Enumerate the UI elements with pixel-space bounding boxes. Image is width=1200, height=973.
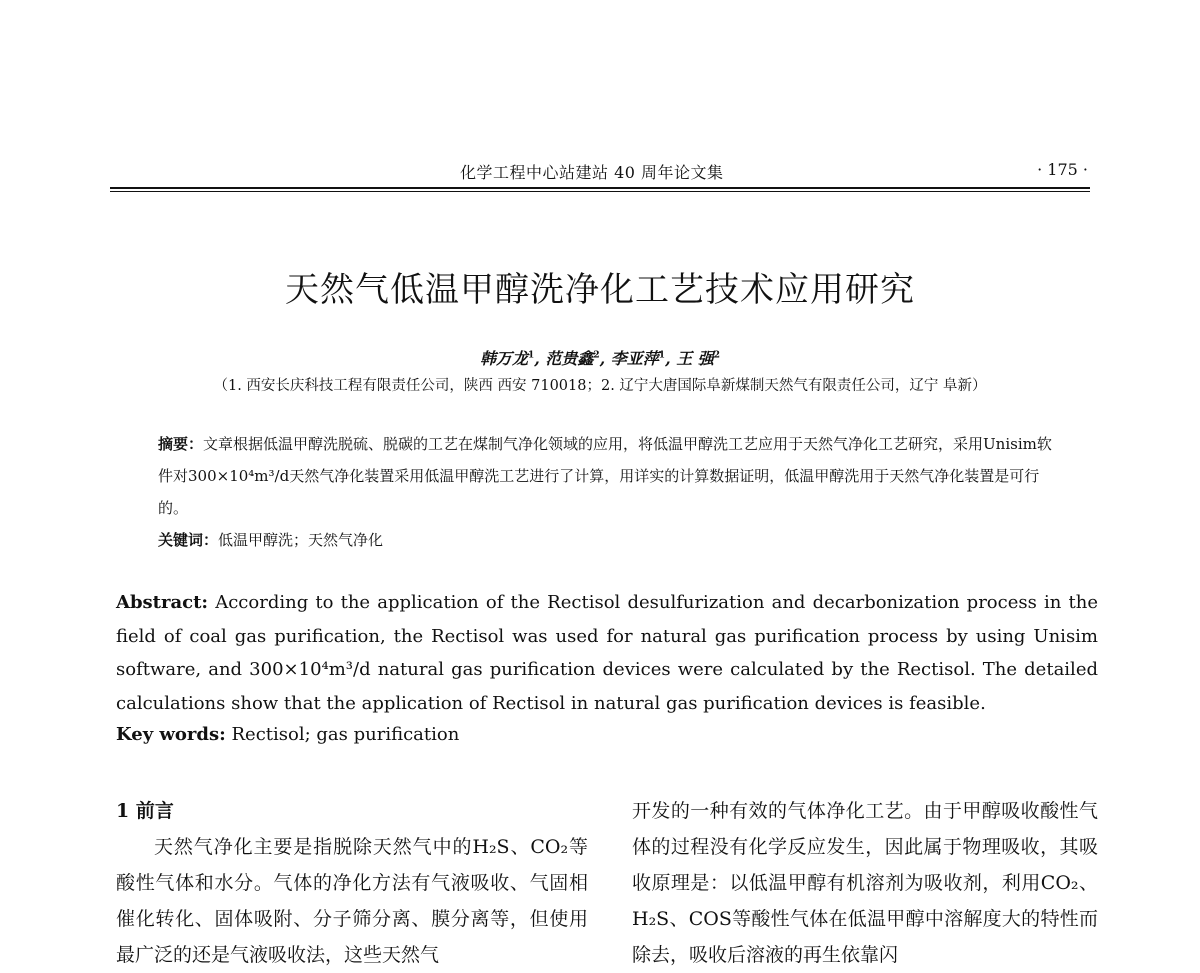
author-affil-mark: 2 bbox=[593, 350, 600, 361]
header-rule bbox=[110, 187, 1090, 189]
body-paragraph: 天然气净化主要是指脱除天然气中的H₂S、CO₂等酸性气体和水分。气体的净化方法有气液吸收、气固相催化转化、固体吸附、分子筛分离、膜分离等，但使用最广泛的还是气液吸收法，这些天然气 bbox=[116, 836, 588, 966]
author-affil-mark: 1 bbox=[658, 350, 666, 361]
author-name: 范贵鑫 bbox=[545, 349, 594, 368]
english-abstract bbox=[116, 586, 1098, 720]
english-keywords bbox=[116, 718, 1098, 751]
english-abstract-label: Abstract: bbox=[116, 592, 209, 613]
chinese-keywords-text: 低温甲醇洗；天然气净化 bbox=[218, 531, 384, 549]
english-keywords-text: Rectisol; gas purification bbox=[225, 724, 460, 745]
running-header bbox=[110, 158, 1090, 188]
author-name: 韩万龙 bbox=[479, 349, 528, 368]
chinese-keywords bbox=[158, 524, 1058, 556]
chinese-abstract bbox=[158, 428, 1058, 524]
author-list: 韩万龙$^1$, 范贵鑫$^2$, 李亚萍$^1$, 王 强$^2$ bbox=[479, 349, 721, 368]
paper-title: 天然气低温甲醇洗净化工艺技术应用研究 bbox=[285, 270, 915, 310]
author-affil-mark: 1 bbox=[527, 350, 535, 361]
chinese-keywords-label: 关键词： bbox=[158, 531, 219, 549]
chinese-abstract-label: 摘要： bbox=[158, 435, 204, 453]
page-number: · 175 · bbox=[1037, 160, 1088, 179]
header-rule-thin bbox=[110, 191, 1090, 192]
body-column-right bbox=[632, 793, 1098, 973]
author-affil-mark: 2 bbox=[713, 350, 721, 361]
running-header-title: 化学工程中心站建站 40 周年论文集 bbox=[460, 163, 724, 182]
chinese-abstract-text: 文章根据低温甲醇洗脱硫、脱碳的工艺在煤制气净化领域的应用，将低温甲醇洗工艺应用于天然气净化工艺研究，采用Unisim软件对300×10⁴m³/d天然气净化装置采用低温甲醇洗工艺进行了计算，用详实的计算数据证明，低温甲醇洗用于天然气净化装置是可行的。 bbox=[158, 435, 1052, 517]
author-name: 王 强 bbox=[676, 349, 714, 368]
english-keywords-label: Key words: bbox=[116, 724, 226, 745]
section-heading: 1 前言 bbox=[116, 800, 174, 822]
author-name: 李亚萍 bbox=[610, 349, 659, 368]
english-abstract-text: According to the application of the Rectisol desulfurization and decarbonization process in the field of coal gas purification, the Rectisol was used for natural gas purification process by using Unisim software, and 300×10⁴m³/d natural gas purification devices were calculated by the Rectisol. The detailed calculations show that the application of Rectisol in natural gas purification devices is feasible. bbox=[116, 592, 1098, 714]
affiliation: （1. 西安长庆科技工程有限责任公司，陕西 西安 710018；2. 辽宁大唐国际阜新煤制天然气有限责任公司，辽宁 阜新） bbox=[213, 378, 987, 394]
body-column-left bbox=[116, 793, 588, 973]
body-paragraph: 开发的一种有效的气体净化工艺。由于甲醇吸收酸性气体的过程没有化学反应发生，因此属于物理吸收，其吸收原理是：以低温甲醇有机溶剂为吸收剂，利用CO₂、H₂S、COS等酸性气体在低温甲醇中溶解度大的特性而除去，吸收后溶液的再生依靠闪 bbox=[632, 800, 1098, 966]
